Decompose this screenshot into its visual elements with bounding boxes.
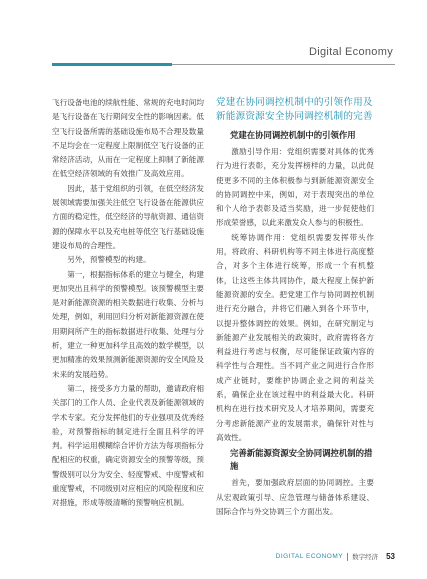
- section-title: 党建在协同调控机制中的引领作用及新能源资源安全协同调控机制的完善: [216, 97, 373, 122]
- page-footer: [276, 552, 395, 561]
- left-paragraph-2: 因此，基于党组织的引领，在低空经济发展领域需要加强关注低空飞行设备在能源供应方面的稳定性，低空经济的导航资源、通信资源的保障水平以及充电桩等低空飞行基础设施建设布局的合理性。: [52, 183, 204, 250]
- left-paragraph-1: 飞行设备电池的续航性能、常规的充电时间均是飞行设备在飞行期间安全性的影响因素。低空飞行设备所需的基础设施布局不合理及数量不足均会在一定程度上限制低空飞行设备的正常经济活动，从而在一定程度上抑制了新能源在低空经济领域的有效推广及高效应用。: [52, 98, 204, 179]
- header-rule: [52, 64, 395, 65]
- page-number: 53: [386, 552, 395, 561]
- left-paragraph-4: 第一，根据指标体系的建立与健全，构建更加突出且科学的预警模型。该预警模型主要是对新能源资源的相关数据进行收集、分析与处理，例如，利用回归分析对新能源资源在使用期间所产生的指标数据进行收集、处理与分析，建立一种更加科学且高效的数学模型，以更加精准的效果预测新能源资源的安全风险及未来的发展趋势。: [52, 269, 204, 379]
- subsection-title-2: 完善新能源资源安全协同调控机制的措施: [230, 448, 373, 472]
- right-column: [216, 96, 374, 519]
- header-brand: Digital Economy: [309, 46, 393, 58]
- right-paragraph-3: 首先，要加强政府层面的协同调控。主要从宏观政策引导、应急管理与储备体系建设、国际合作与外交协调三个方面出发。: [216, 478, 374, 516]
- subsection-title-1: 党建在协同调控机制中的引领作用: [230, 130, 356, 140]
- left-paragraph-3: 另外，预警模型的构建。: [67, 255, 151, 265]
- footer-label-cn: 数字经济: [352, 554, 379, 561]
- left-paragraph-5: 第二，接受多方力量的帮助，邀请政府相关部门的工作人员、企业代表及新能源领域的学术专家。充分发挥他们的专业强项及优秀经验，对预警指标的制定进行全面且科学的评判。科学运用模糊综合评价方法为每项指标分配相应的权重，确定资源安全的预警等级，预警级别可以分为安全、轻度警戒、中度警戒和重度警戒，不同级别对应相应的风险程度和应对措施，形成等级清晰的预警响应机制。: [52, 383, 204, 508]
- footer-separator: [347, 553, 348, 561]
- right-paragraph-2: 统筹协调作用：党组织需要发挥带头作用，将政府、科研机构等不同主体进行高度整合，对多个主体进行统筹，形成一个有机整体，让这些主体共同协作，最大程度上保护新能源资源的安全。把党建工作与协同调控机制进行充分融合，并将它们融入到各个环节中，以提升整体调控的效果。例如，在研究制定与新能源产业发展相关的政策时，政府需将各方利益进行考虑与权衡，尽可能保证政策内容的科学性与合理性。当不同产业之间进行合作形成产业链时，要维护协调企业之间的利益关系，确保企业在该过程中的利益最大化。科研机构在进行技术研究及人才培养期间，需要充分考虑新能源产业的发展需求，确保针对性与高效性。: [216, 232, 374, 442]
- right-paragraph-1: 激励引导作用：党组织需要对具体的优秀行为进行表彰，充分发挥榜样的力量，以此促使更多不同的主体积极参与到新能源资源安全的协同调控中来，例如，对于表现突出的单位和个人给予表彰及适当奖励，进一步促使他们形成荣誉感，以此来激发众人参与的积极性。: [216, 147, 374, 228]
- footer-label-en: DIGITAL ECONOMY: [275, 553, 344, 560]
- left-column: [52, 96, 204, 511]
